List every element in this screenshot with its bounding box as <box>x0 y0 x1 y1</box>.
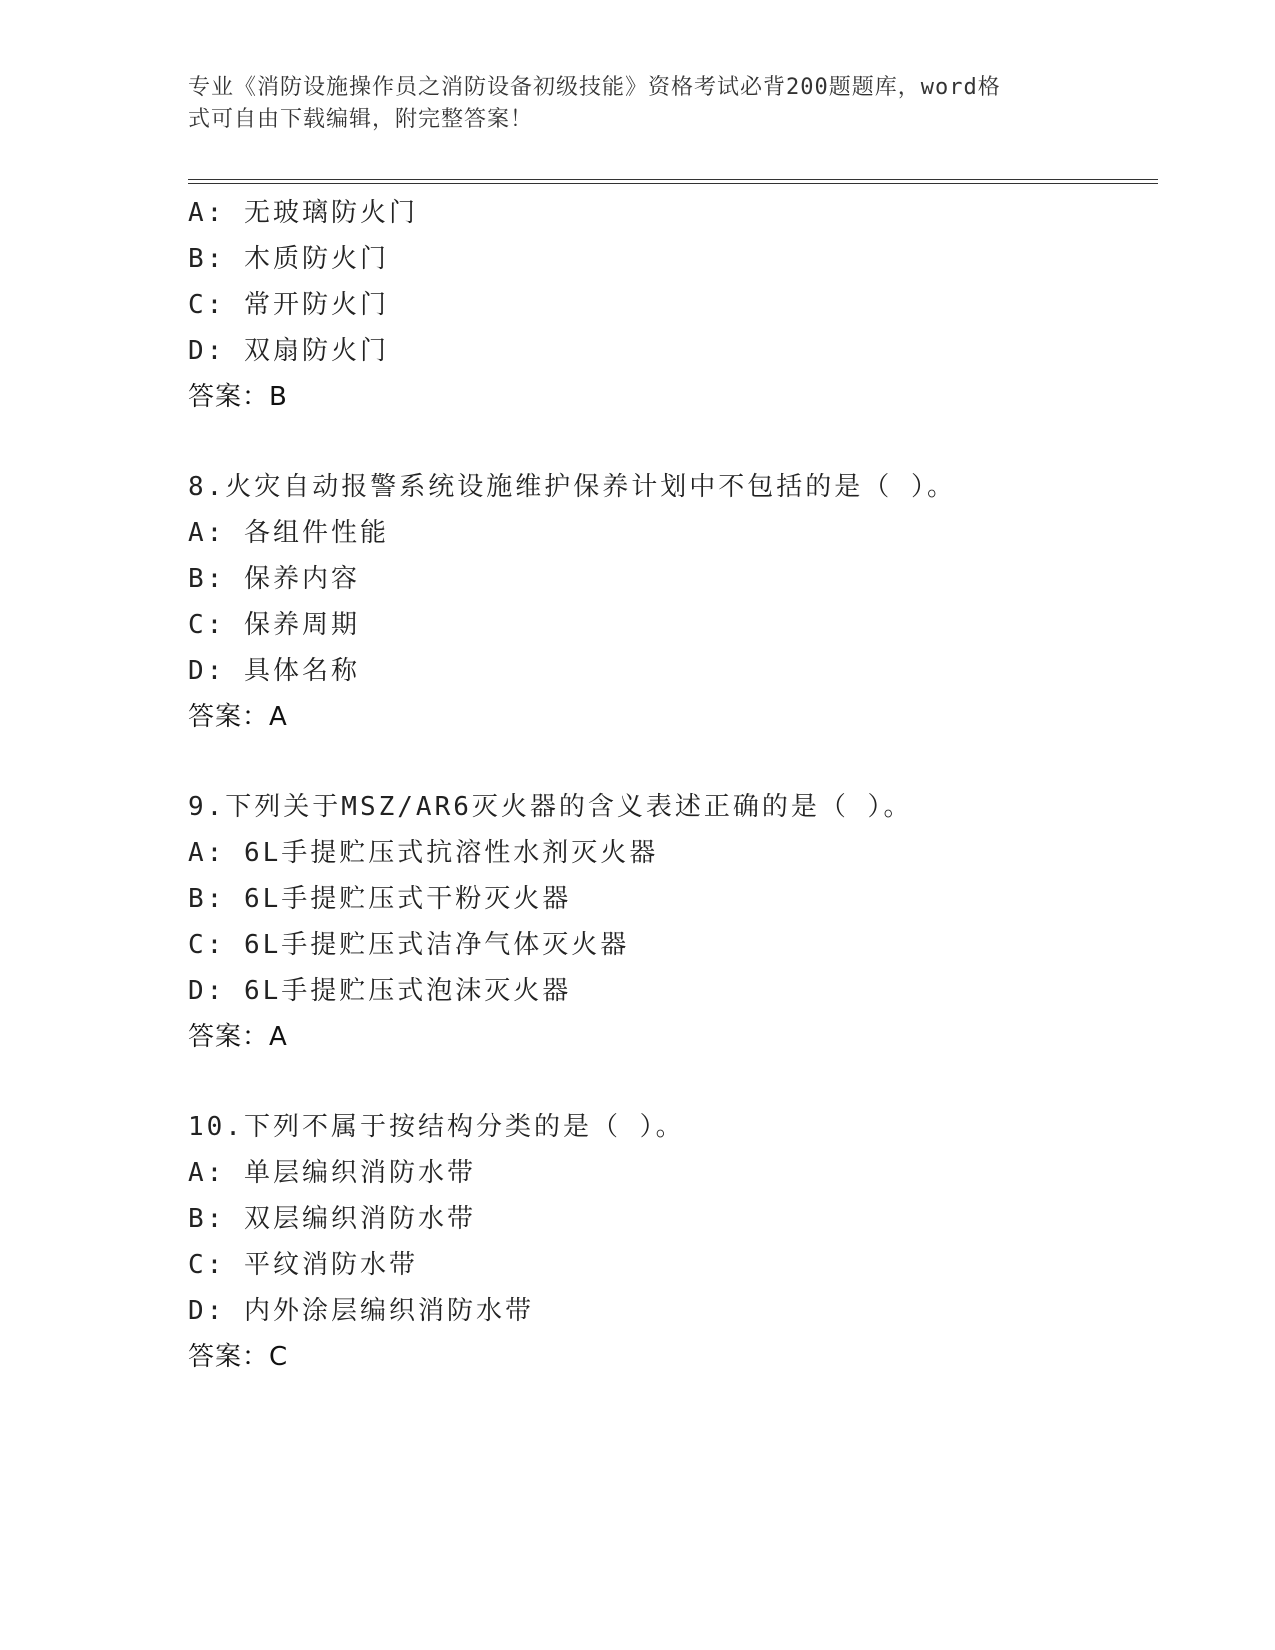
answer-line: 答案：B <box>188 382 288 412</box>
option-b: B: 双层编织消防水带 <box>188 1204 476 1234</box>
option-a: A: 无玻璃防火门 <box>188 198 418 228</box>
option-c: C: 平纹消防水带 <box>188 1250 418 1280</box>
option-c: C: 保养周期 <box>188 610 360 640</box>
option-b: B: 6L手提贮压式干粉灭火器 <box>188 884 572 914</box>
answer-line: 答案：A <box>188 1022 288 1052</box>
answer-line: 答案：C <box>188 1342 289 1372</box>
question-list <box>188 190 1148 1380</box>
option-a: A: 各组件性能 <box>188 518 389 548</box>
question-title: 10.下列不属于按结构分类的是（ ）。 <box>188 1112 685 1142</box>
option-b: B: 木质防火门 <box>188 244 389 274</box>
option-c: C: 常开防火门 <box>188 290 389 320</box>
question-block-9 <box>188 784 1148 1060</box>
answer-line: 答案：A <box>188 702 288 732</box>
question-block-8 <box>188 464 1148 740</box>
question-title: 8.火灾自动报警系统设施维护保养计划中不包括的是（ ）。 <box>188 472 956 502</box>
option-d: D: 具体名称 <box>188 656 360 686</box>
question-block-7 <box>188 190 1148 420</box>
option-d: D: 双扇防火门 <box>188 336 389 366</box>
option-b: B: 保养内容 <box>188 564 360 594</box>
document-header <box>188 72 1068 136</box>
option-d: D: 6L手提贮压式泡沫灭火器 <box>188 976 572 1006</box>
header-divider <box>188 179 1158 184</box>
option-d: D: 内外涂层编织消防水带 <box>188 1296 534 1326</box>
option-c: C: 6L手提贮压式洁净气体灭火器 <box>188 930 630 960</box>
header-line-1: 专业《消防设施操作员之消防设备初级技能》资格考试必背200题题库，word格 <box>188 75 1001 100</box>
option-a: A: 6L手提贮压式抗溶性水剂灭火器 <box>188 838 659 868</box>
question-block-10 <box>188 1104 1148 1380</box>
option-a: A: 单层编织消防水带 <box>188 1158 476 1188</box>
header-line-2: 式可自由下载编辑，附完整答案！ <box>188 107 534 132</box>
question-title: 9.下列关于MSZ/AR6灭火器的含义表述正确的是（ ）。 <box>188 792 913 822</box>
